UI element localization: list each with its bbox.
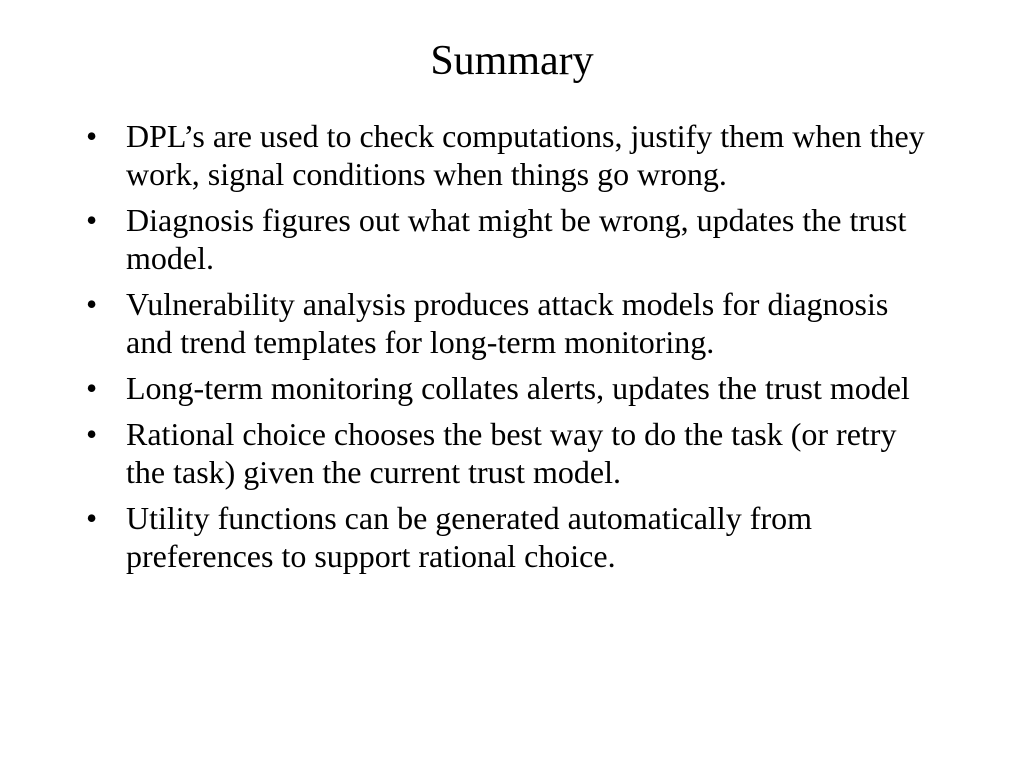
bullet-text: Vulnerability analysis produces attack models for diagnosis and trend templates for long-term monitoring. [126,286,889,360]
bullet-item [0,201,1024,277]
bullet-marker: • [86,286,98,322]
bullet-marker: • [86,370,98,406]
bullet-item [0,117,1024,193]
bullet-text: Rational choice chooses the best way to do the task (or retry the task) given the current trust model. [126,416,897,490]
bullet-text: DPL’s are used to check computations, justify them when they work, signal conditions when things go wrong. [126,118,925,192]
bullet-marker: • [86,118,98,154]
bullet-marker: • [86,202,98,238]
bullet-item [0,369,1024,407]
bullet-item [0,285,1024,361]
bullet-item [0,415,1024,491]
bullet-text: Utility functions can be generated automatically from preferences to support rational choice. [126,500,812,574]
bullet-text: Long-term monitoring collates alerts, updates the trust model [126,370,910,406]
bullet-marker: • [86,416,98,452]
bullet-marker: • [86,500,98,536]
bullet-list [0,117,1024,583]
bullet-item [0,499,1024,575]
bullet-text: Diagnosis figures out what might be wrong, updates the trust model. [126,202,907,276]
slide-title: Summary [430,38,594,84]
